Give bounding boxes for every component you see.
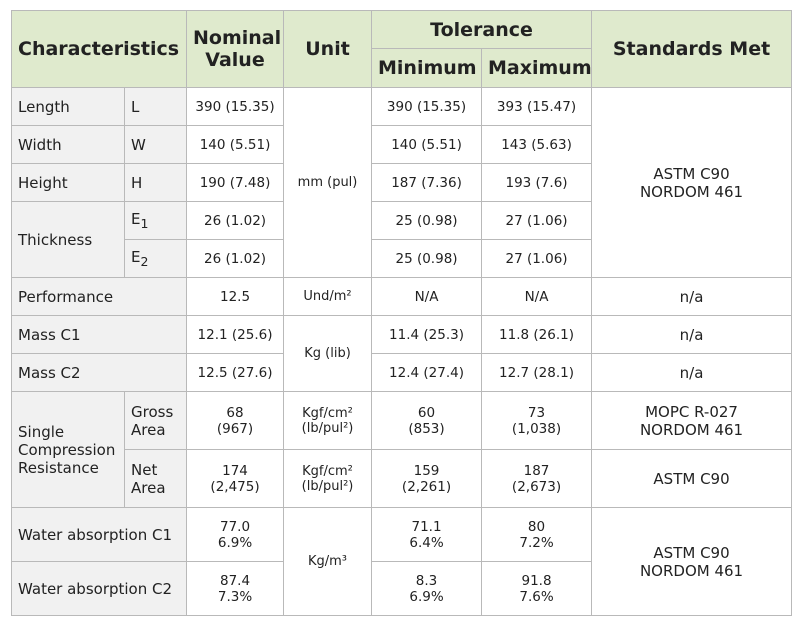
gross-unit-line2: (lb/pul²): [301, 420, 354, 436]
length-nominal: 390 (15.35): [187, 88, 284, 126]
performance-label: Performance: [12, 278, 187, 316]
dimensions-unit: mm (pul): [284, 88, 372, 278]
spec-table-container: [11, 10, 792, 616]
net-max: [482, 450, 592, 508]
water-c2-max-line1: 91.8: [521, 572, 552, 589]
length-label: Length: [12, 88, 125, 126]
gross-unit: [284, 392, 372, 450]
water-c1-min: [372, 508, 482, 562]
net-min-line1: 159: [413, 462, 440, 479]
width-nominal: 140 (5.51): [187, 126, 284, 164]
compression-label-line3: Resistance: [18, 458, 99, 477]
water-c2-max-line2: 7.6%: [519, 588, 554, 605]
dimensions-standard-line1: ASTM C90: [653, 164, 730, 183]
nominal-value-header: [187, 11, 284, 88]
e2-symbol-subscript: 2: [140, 254, 149, 269]
water-c2-nominal-line1: 87.4: [219, 572, 251, 589]
e1-symbol-subscript: 1: [140, 216, 149, 231]
net-max-line2: (2,673): [511, 478, 562, 495]
performance-min: N/A: [372, 278, 482, 316]
water-c2-min-line1: 8.3: [415, 572, 438, 589]
unit-header: Unit: [284, 11, 372, 88]
water-unit: Kg/m³: [284, 508, 372, 616]
table-row-mass-c1: [12, 316, 792, 354]
performance-standard: n/a: [592, 278, 792, 316]
mass-c1-standard: n/a: [592, 316, 792, 354]
gross-standard-line1: MOPC R-027: [645, 402, 738, 421]
water-c1-min-line1: 71.1: [411, 518, 442, 535]
compression-label-line1: Single: [18, 422, 65, 441]
mass-c2-min: 12.4 (27.4): [372, 354, 482, 392]
table-row-compression-gross: [12, 392, 792, 450]
water-c2-nominal-line2: 7.3%: [217, 588, 253, 605]
mass-c1-label: Mass C1: [12, 316, 187, 354]
compression-label: [12, 392, 125, 508]
mass-c1-min: 11.4 (25.3): [372, 316, 482, 354]
e2-nominal: 26 (1.02): [187, 240, 284, 278]
gross-nominal: [187, 392, 284, 450]
performance-max: N/A: [482, 278, 592, 316]
e2-min: 25 (0.98): [372, 240, 482, 278]
e1-symbol: [125, 202, 187, 240]
mass-c2-max: 12.7 (28.1): [482, 354, 592, 392]
gross-area-label: [125, 392, 187, 450]
header-row-1: [12, 11, 792, 49]
mass-c1-nominal: 12.1 (25.6): [187, 316, 284, 354]
water-c2-nominal: [187, 562, 284, 616]
mass-c2-standard: n/a: [592, 354, 792, 392]
water-c2-max: [482, 562, 592, 616]
gross-standard: [592, 392, 792, 450]
specifications-table: [11, 10, 792, 616]
net-nominal-line1: 174: [222, 462, 248, 479]
net-nominal: [187, 450, 284, 508]
width-min: 140 (5.51): [372, 126, 482, 164]
gross-area-line1: Gross: [131, 402, 174, 421]
gross-max-line1: 73: [527, 404, 546, 421]
e2-max: 27 (1.06): [482, 240, 592, 278]
net-unit: [284, 450, 372, 508]
e1-symbol-letter: E: [131, 210, 141, 228]
length-max: 393 (15.47): [482, 88, 592, 126]
net-unit-line2: (lb/pul²): [301, 478, 354, 494]
length-symbol: L: [125, 88, 187, 126]
characteristics-header: Characteristics: [12, 11, 187, 88]
e1-nominal: 26 (1.02): [187, 202, 284, 240]
gross-nominal-line2: (967): [216, 420, 254, 437]
water-c2-min-line2: 6.9%: [409, 588, 444, 605]
mass-unit: Kg (lib): [284, 316, 372, 392]
mass-c2-nominal: 12.5 (27.6): [187, 354, 284, 392]
net-area-line2: Area: [131, 478, 166, 497]
water-c1-max: [482, 508, 592, 562]
nominal-header-line1: Nominal: [193, 27, 282, 49]
height-nominal: 190 (7.48): [187, 164, 284, 202]
e2-symbol-letter: E: [131, 248, 141, 266]
gross-min-line1: 60: [417, 404, 436, 421]
table-row-mass-c2: [12, 354, 792, 392]
height-min: 187 (7.36): [372, 164, 482, 202]
dimensions-standard-line2: NORDOM 461: [639, 182, 744, 201]
water-c1-nominal-line1: 77.0: [219, 518, 251, 535]
gross-nominal-line1: 68: [226, 404, 244, 421]
table-row-compression-net: [12, 450, 792, 508]
maximum-header: Maximum: [482, 49, 592, 88]
water-c2-label: Water absorption C2: [12, 562, 187, 616]
standards-met-header: Standards Met: [592, 11, 792, 88]
width-label: Width: [12, 126, 125, 164]
mass-c2-label: Mass C2: [12, 354, 187, 392]
minimum-header: Minimum: [372, 49, 482, 88]
water-c1-max-line2: 7.2%: [519, 534, 554, 551]
width-symbol: W: [125, 126, 187, 164]
height-symbol: H: [125, 164, 187, 202]
gross-min: [372, 392, 482, 450]
gross-area-line2: Area: [131, 420, 166, 439]
table-row-water-c1: [12, 508, 792, 562]
water-c1-label: Water absorption C1: [12, 508, 187, 562]
water-c1-nominal: [187, 508, 284, 562]
net-nominal-line2: (2,475): [210, 478, 260, 495]
water-standard-line1: ASTM C90: [653, 543, 730, 562]
mass-c1-max: 11.8 (26.1): [482, 316, 592, 354]
performance-nominal: 12.5: [187, 278, 284, 316]
water-c1-max-line1: 80: [527, 518, 546, 535]
nominal-header-line2: Value: [205, 49, 265, 71]
net-unit-line1: Kgf/cm²: [302, 463, 353, 479]
net-standard: ASTM C90: [592, 450, 792, 508]
e1-min: 25 (0.98): [372, 202, 482, 240]
water-standards: [592, 508, 792, 616]
gross-unit-line1: Kgf/cm²: [302, 405, 353, 421]
water-c2-min: [372, 562, 482, 616]
net-min-line2: (2,261): [401, 478, 452, 495]
width-max: 143 (5.63): [482, 126, 592, 164]
performance-unit: Und/m²: [284, 278, 372, 316]
length-min: 390 (15.35): [372, 88, 482, 126]
gross-max: [482, 392, 592, 450]
thickness-label: Thickness: [12, 202, 125, 278]
water-c1-min-line2: 6.4%: [409, 534, 444, 551]
compression-label-line2: Compression: [18, 440, 116, 459]
table-row-performance: [12, 278, 792, 316]
net-area-line1: Net: [131, 460, 158, 479]
gross-min-line2: (853): [408, 420, 445, 437]
e1-max: 27 (1.06): [482, 202, 592, 240]
net-min: [372, 450, 482, 508]
table-row-length: [12, 88, 792, 126]
net-area-label: [125, 450, 187, 508]
gross-standard-line2: NORDOM 461: [639, 420, 744, 439]
dimensions-standards: [592, 88, 792, 278]
tolerance-header: Tolerance: [372, 11, 592, 49]
water-standard-line2: NORDOM 461: [639, 561, 744, 580]
water-c1-nominal-line2: 6.9%: [217, 534, 253, 551]
gross-max-line2: (1,038): [511, 420, 562, 437]
height-label: Height: [12, 164, 125, 202]
height-max: 193 (7.6): [482, 164, 592, 202]
e2-symbol: [125, 240, 187, 278]
net-max-line1: 187: [523, 462, 550, 479]
